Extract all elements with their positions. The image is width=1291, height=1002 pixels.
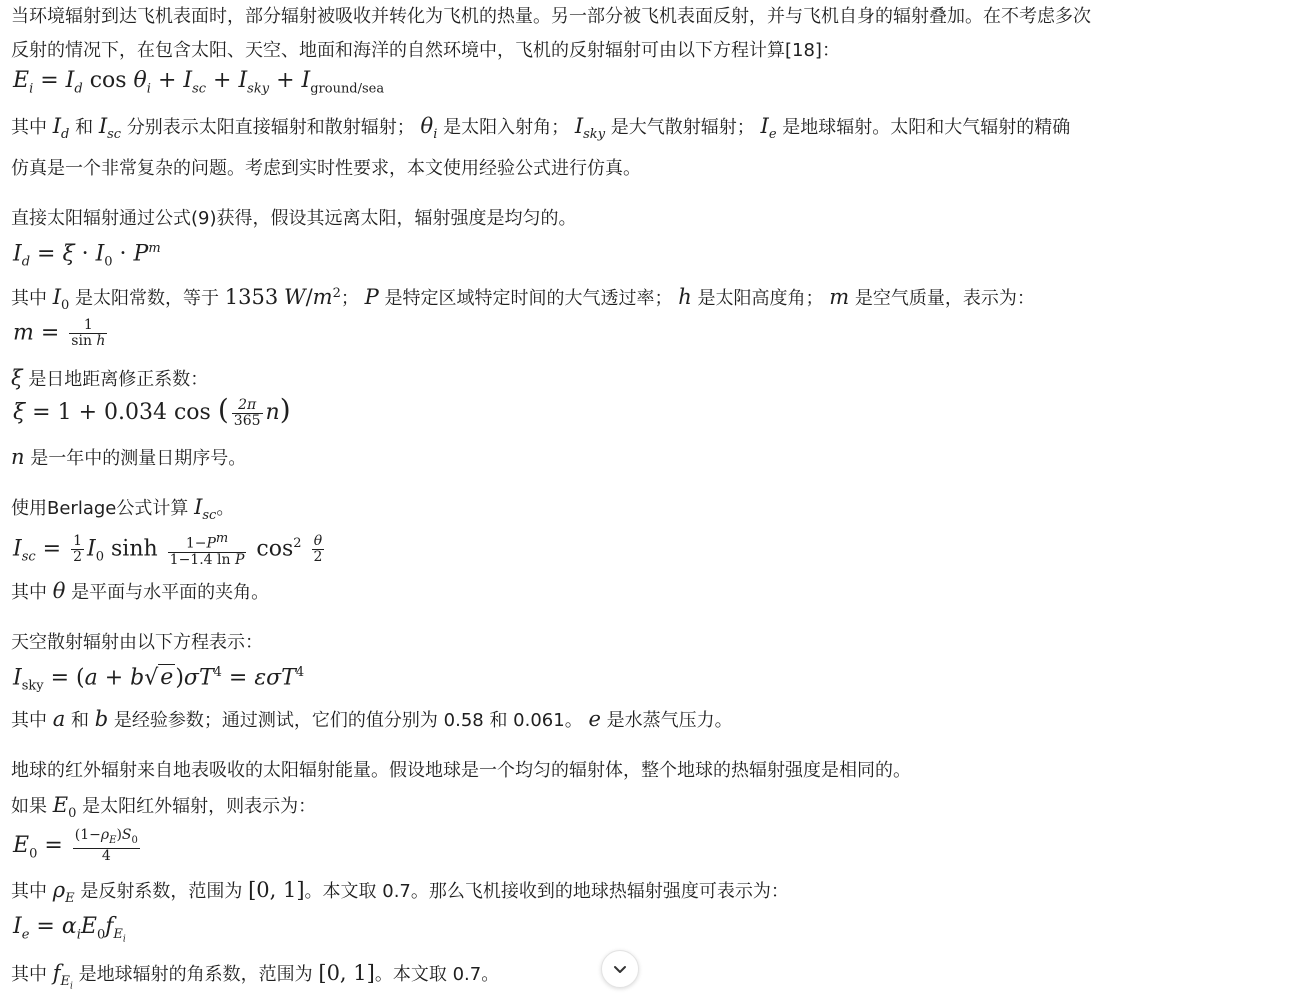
equation-reflected-radiation: $E_i = I_d$ $\cos \theta_i + I_{sc} + I_{sky} + I_{ground/sea}$ — [13, 68, 385, 97]
paragraph-sky: 天空散射辐射由以下方程表示： — [11, 632, 263, 653]
paragraph-symbols-1: 其中 $I_d$ 和 $I_{sc}$ 分别表示太阳直接辐射和散射辐射； $\theta_i$ 是太阳入射角； $I_{sky}$ 是大气散射辐射； $I_e$ 是地球辐射。太阳和大气辐射的精确 — [11, 114, 1071, 143]
equation-air-mass: m = $\frac{1}{\text{sin h}}$ — [13, 317, 106, 349]
chevron-down-icon — [612, 961, 628, 977]
paragraph-symbols-2: 仿真是一个非常复杂的问题。考虑到实时性要求，本文使用经验公式进行仿真。 — [11, 158, 641, 179]
equation-berlage: $I_{sc}$ = $\frac{1}{2}$ $I_0$ sinh $\frac{1-P^m}{\text{1−1.4 ln P}}$ $\cos^2$ $\frac{\theta}{2}$ — [13, 531, 323, 568]
paragraph-xi: ξ 是日地距离修正系数： — [11, 366, 209, 390]
paragraph-berlage: 使用Berlage公式计算 $I_{sc}$。 — [11, 495, 235, 524]
paragraph-direct-solar: 直接太阳辐射通过公式(9)获得，假设其远离太阳，辐射强度是均匀的。 — [11, 208, 577, 229]
paragraph-theta: 其中 θ 是平面与水平面的夹角。 — [11, 579, 270, 603]
equation-sky: $I_{sky} = (a + b√e)\sigma T^4 = \varepsilon\sigma T^4$ — [13, 665, 305, 694]
paragraph-rho: 其中 $\rho_E$ 是反射系数，范围为 [0, 1]。本文取 0.7。那么飞机接收到的地球热辐射强度可表示为： — [11, 878, 789, 907]
equation-xi: ξ = 1 + 0.034 cos ( $\frac{2\pi}{365}$ n) — [13, 393, 291, 429]
scroll-down-button[interactable] — [601, 950, 639, 988]
paragraph-empirical: 其中 a 和 b 是经验参数；通过测试，它们的值分别为 0.58 和 0.061。 e 是水蒸气压力。 — [11, 707, 733, 731]
equation-direct-solar: $I_d = \xi \cdot I_0 \cdot P^m$ — [13, 241, 161, 270]
paragraph-n: n 是一年中的测量日期序号。 — [11, 445, 247, 469]
paragraph-angle-factor: 其中 $f_{E_i}$ 是地球辐射的角系数，范围为 [0, 1]。本文取 0.7。 — [11, 961, 500, 992]
paragraph-e0: 如果 $E_0$ 是太阳红外辐射，则表示为： — [11, 793, 317, 822]
paragraph-solar-constant: 其中 $I_0$ 是太阳常数，等于 1353 $W/m^2$； P 是特定区域特定时间的大气透过率； h 是太阳高度角； m 是空气质量，表示为： — [11, 285, 1035, 314]
paragraph-intro-line2: 反射的情况下，在包含太阳、天空、地面和海洋的自然环境中，飞机的反射辐射可由以下方程计算[18]： — [11, 40, 840, 61]
paragraph-intro-line1: 当环境辐射到达飞机表面时，部分辐射被吸收并转化为飞机的热量。另一部分被飞机表面反射，并与飞机自身的辐射叠加。在不考虑多次 — [11, 6, 1091, 27]
equation-e0: $E_0$ = $\frac{(1-\rho_E)S_0}{4}$ — [13, 827, 138, 864]
paragraph-earth-ir: 地球的红外辐射来自地表吸收的太阳辐射能量。假设地球是一个均匀的辐射体，整个地球的热辐射强度是相同的。 — [11, 760, 911, 781]
equation-ie: $I_e = \alpha_iE_0f_{E_i}$ — [13, 914, 126, 945]
